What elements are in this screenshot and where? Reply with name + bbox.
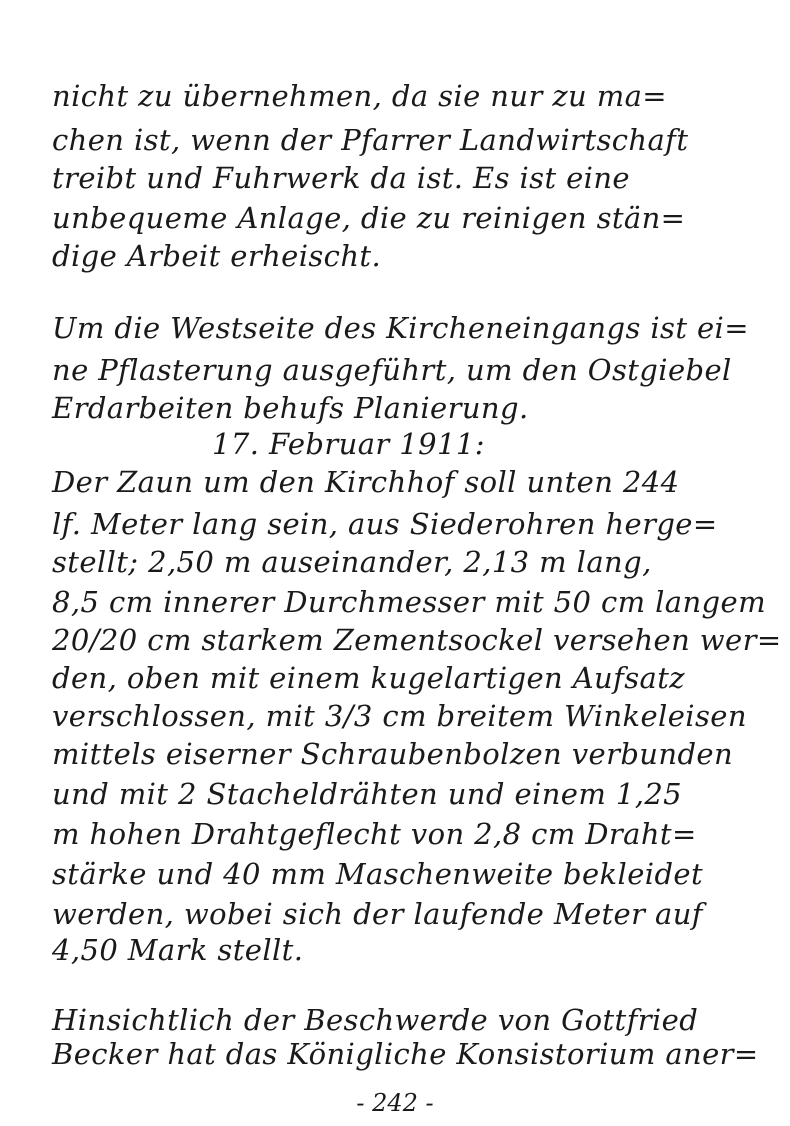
text-line: Erdarbeiten behufs Planierung. — [52, 391, 529, 425]
text-line: Der Zaun um den Kirchhof soll unten 244 — [52, 465, 680, 499]
text-line: den, oben mit einem kugelartigen Aufsatz — [52, 661, 685, 695]
text-line: stellt; 2,50 m auseinander, 2,13 m lang, — [52, 545, 652, 579]
text-line: werden, wobei sich der laufende Meter auf — [52, 897, 703, 931]
text-line: ne Pflasterung ausgeführt, um den Ostgiebel — [52, 353, 732, 387]
text-line: verschlossen, mit 3/3 cm breitem Winkeleisen — [52, 699, 747, 733]
text-line: nicht zu übernehmen, da sie nur zu ma= — [52, 79, 667, 113]
text-line: chen ist, wenn der Pfarrer Landwirtschaft — [52, 123, 689, 157]
text-line: 20/20 cm starkem Zementsockel versehen wer= — [52, 623, 782, 657]
text-line: Um die Westseite des Kircheneingangs ist ei= — [52, 311, 749, 345]
text-line: und mit 2 Stacheldrähten und einem 1,25 — [52, 777, 683, 811]
text-line: lf. Meter lang sein, aus Siederohren herge= — [52, 507, 718, 541]
text-line: m hohen Drahtgeflecht von 2,8 cm Draht= — [52, 817, 697, 851]
text-line: dige Arbeit erheischt. — [52, 239, 382, 273]
text-line: mittels eiserner Schraubenbolzen verbunden — [52, 737, 734, 771]
text-line: Hinsichtlich der Beschwerde von Gottfried — [52, 1003, 699, 1037]
text-line: 8,5 cm innerer Durchmesser mit 50 cm langem — [52, 585, 766, 619]
page-number: - 242 - — [356, 1089, 434, 1117]
date-heading: 17. Februar 1911: — [212, 427, 485, 461]
text-line: stärke und 40 mm Maschenweite bekleidet — [52, 857, 704, 891]
text-line: 4,50 Mark stellt. — [52, 933, 304, 967]
text-line: Becker hat das Königliche Konsistorium aner= — [52, 1037, 759, 1071]
text-line: treibt und Fuhrwerk da ist. Es ist eine — [52, 161, 630, 195]
text-line: unbequeme Anlage, die zu reinigen stän= — [52, 201, 686, 235]
